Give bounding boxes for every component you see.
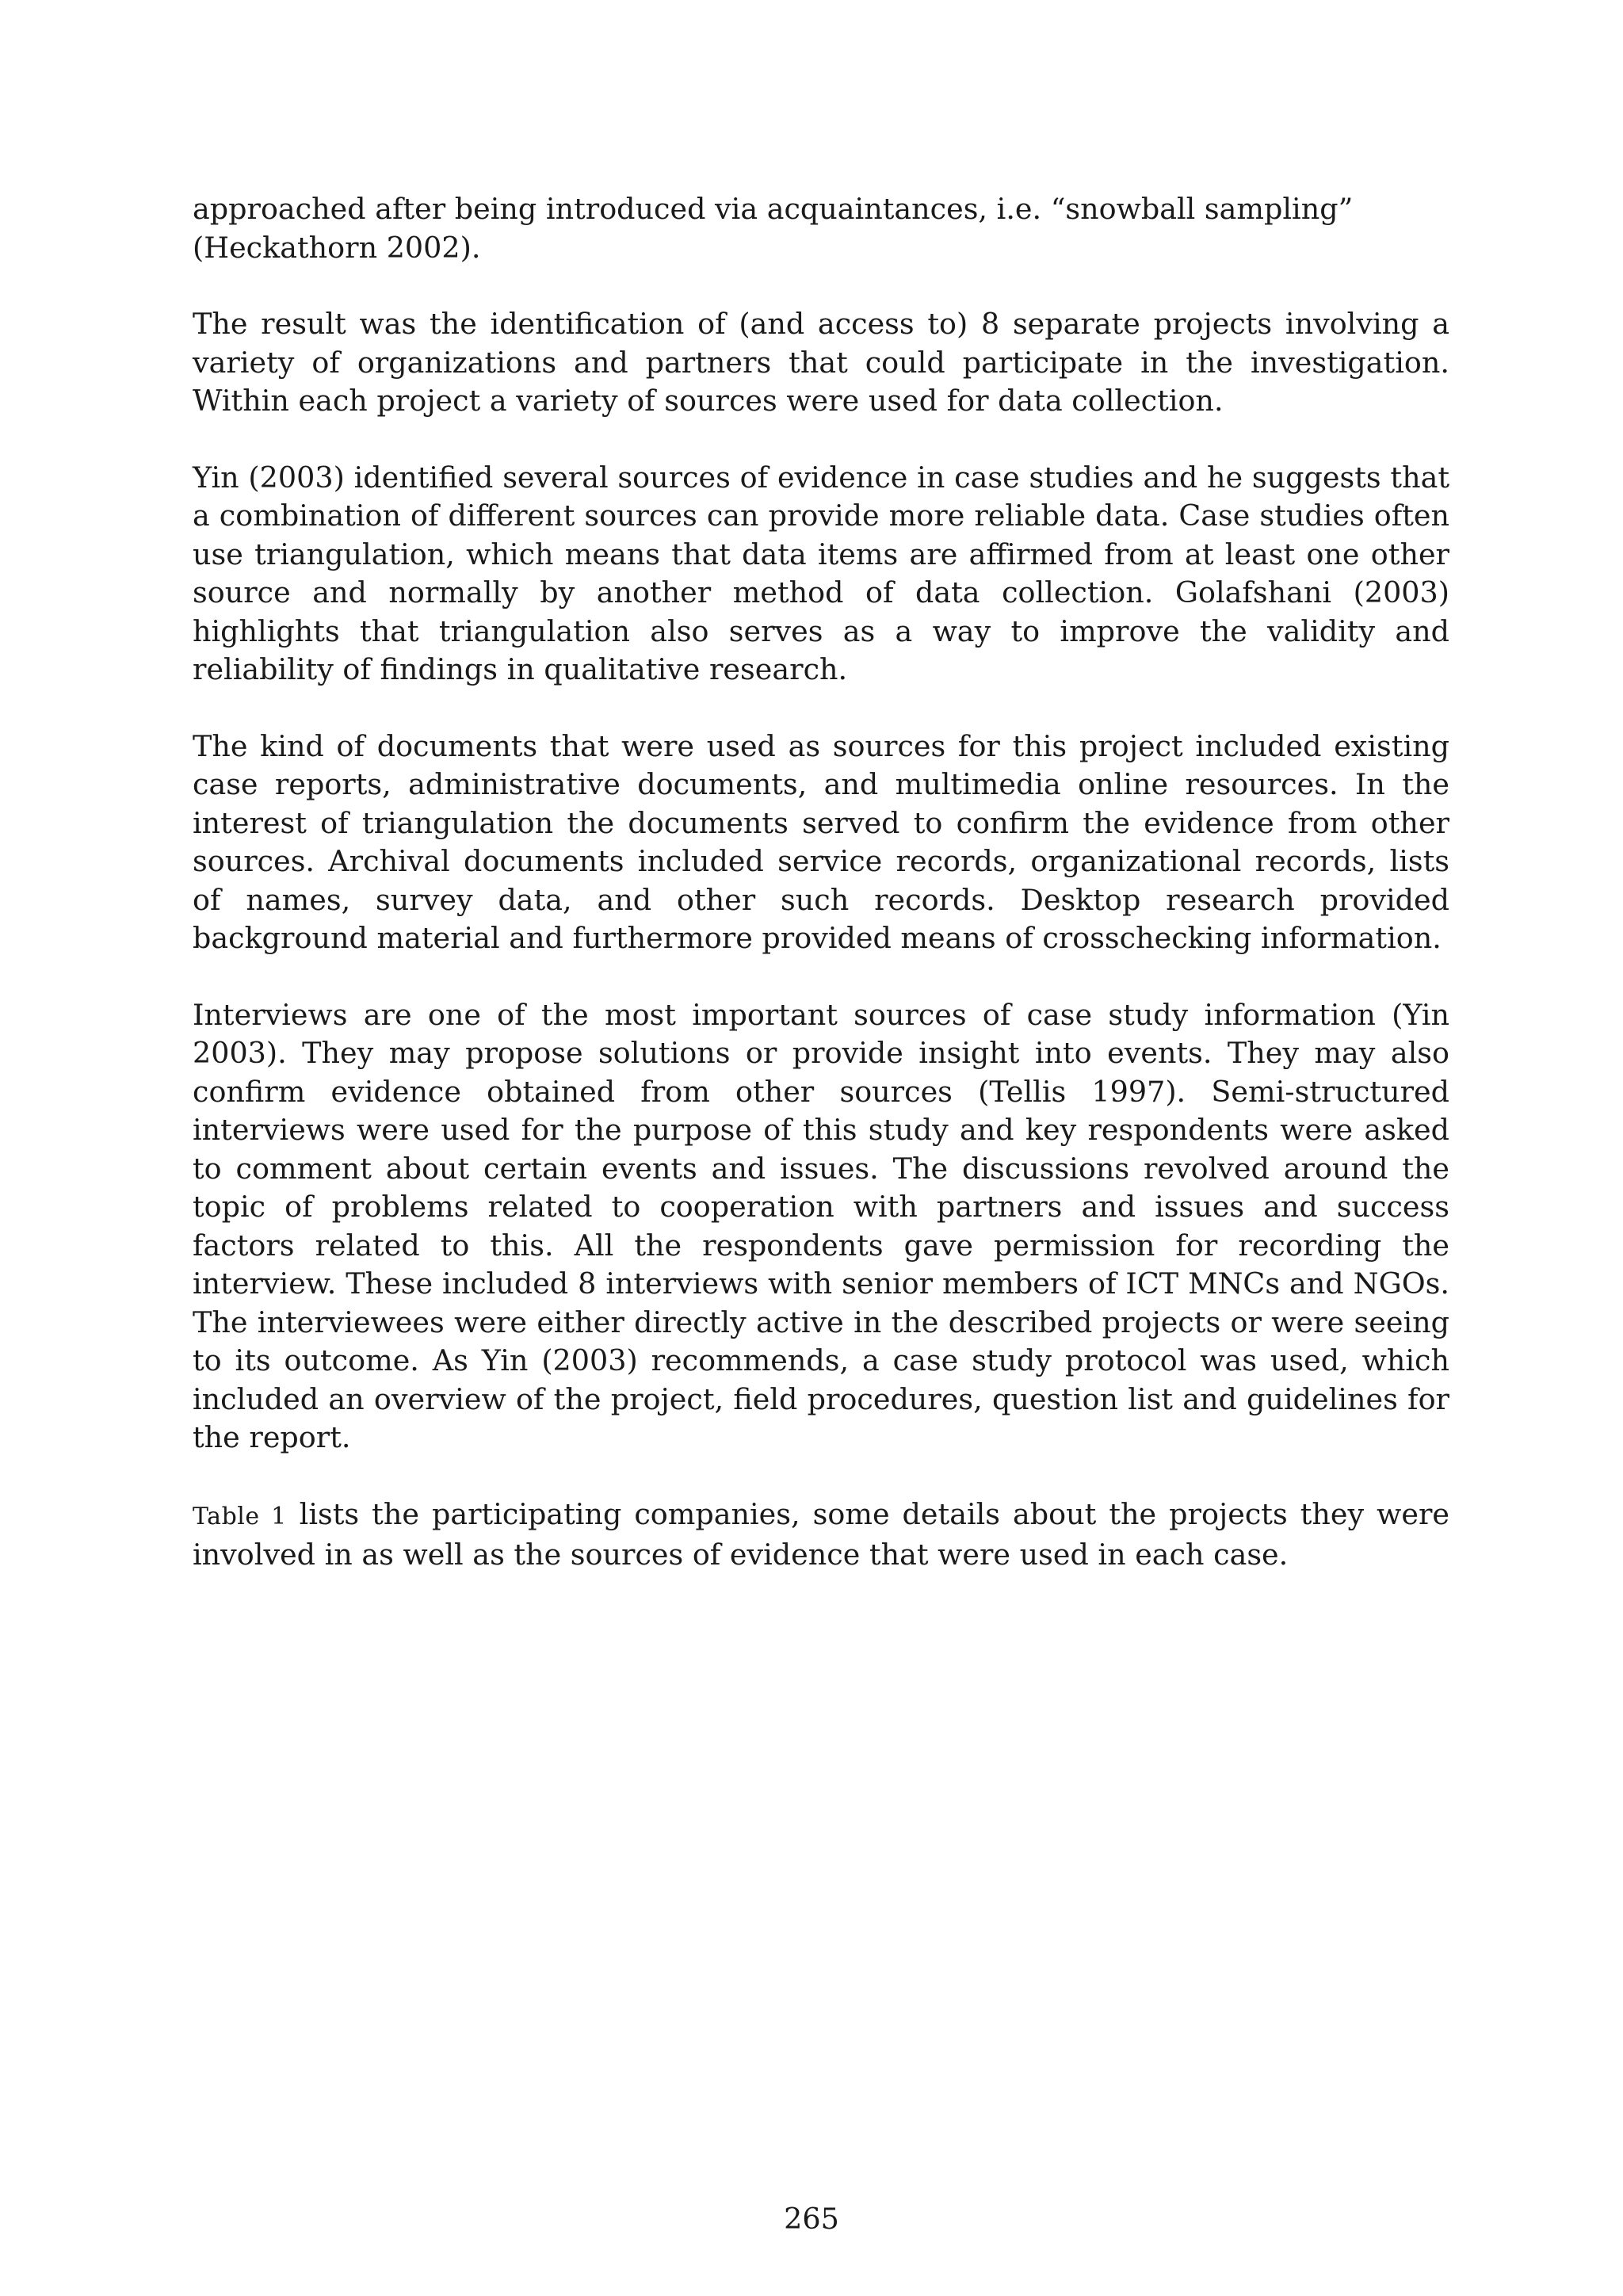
- paragraph-interviews: Interviews are one of the most important sources of case study information (Yin 2003). They may propose solutions or provide insight into events. They may also confirm evidence obtained from other sources (Tellis 1997). Semi-structured interviews were used for the purpose of this study and key respondents were asked to comment about certain events and issues. The discussions revolved around the topic of problems related to cooperation with partners and issues and success factors related to this. All the respondents gave permission for recording the interview. These included 8 interviews with senior members of ICT MNCs and NGOs. The interviewees were either directly active in the described projects or were seeing to its outcome. As Yin (2003) recommends, a case study protocol was used, which included an overview of the project, field procedures, question list and guidelines for the report.: [193, 997, 1449, 1454]
- paragraph-documents: The kind of documents that were used as sources for this project included existing case reports, administrative documents, and multimedia online resources. In the interest of triangulation the documents served to confirm the evidence from other sources. Archival documents included service records, organizational records, lists of names, survey data, and other such records. Desktop research provided background material and furthermore provided means of crosschecking information.: [193, 728, 1449, 955]
- paragraph-triangulation: Yin (2003) identified several sources of evidence in case studies and he suggests that a combination of different sources can provide more reliable data. Case studies often use triangulation, which means that data items are affirmed from at least one other source and normally by another method of data collection. Golafshani (2003) highlights that triangulation also serves as a way to improve the validity and reliability of findings in qualitative research.: [193, 460, 1449, 686]
- paragraph-project-identification: The result was the identification of (and access to) 8 separate projects involving a variety of organizations and partners that could participate in the investigation. Within each project a variety of sources were used for data collection.: [193, 307, 1449, 418]
- table-reference-text: lists the participating companies, some details about the projects they were involved in as well as the sources of evidence that were used in each case.: [193, 1496, 1449, 1572]
- paragraph-table-reference: [193, 1496, 1449, 1575]
- page-body: [193, 190, 1449, 1613]
- page-number: 265: [784, 2202, 839, 2236]
- table-1-reference: Table 1: [193, 1502, 287, 1530]
- paragraph-snowball-sampling: approached after being introduced via acquaintances, i.e. “snowball sampling” (Heckathorn 2002).: [193, 192, 1354, 265]
